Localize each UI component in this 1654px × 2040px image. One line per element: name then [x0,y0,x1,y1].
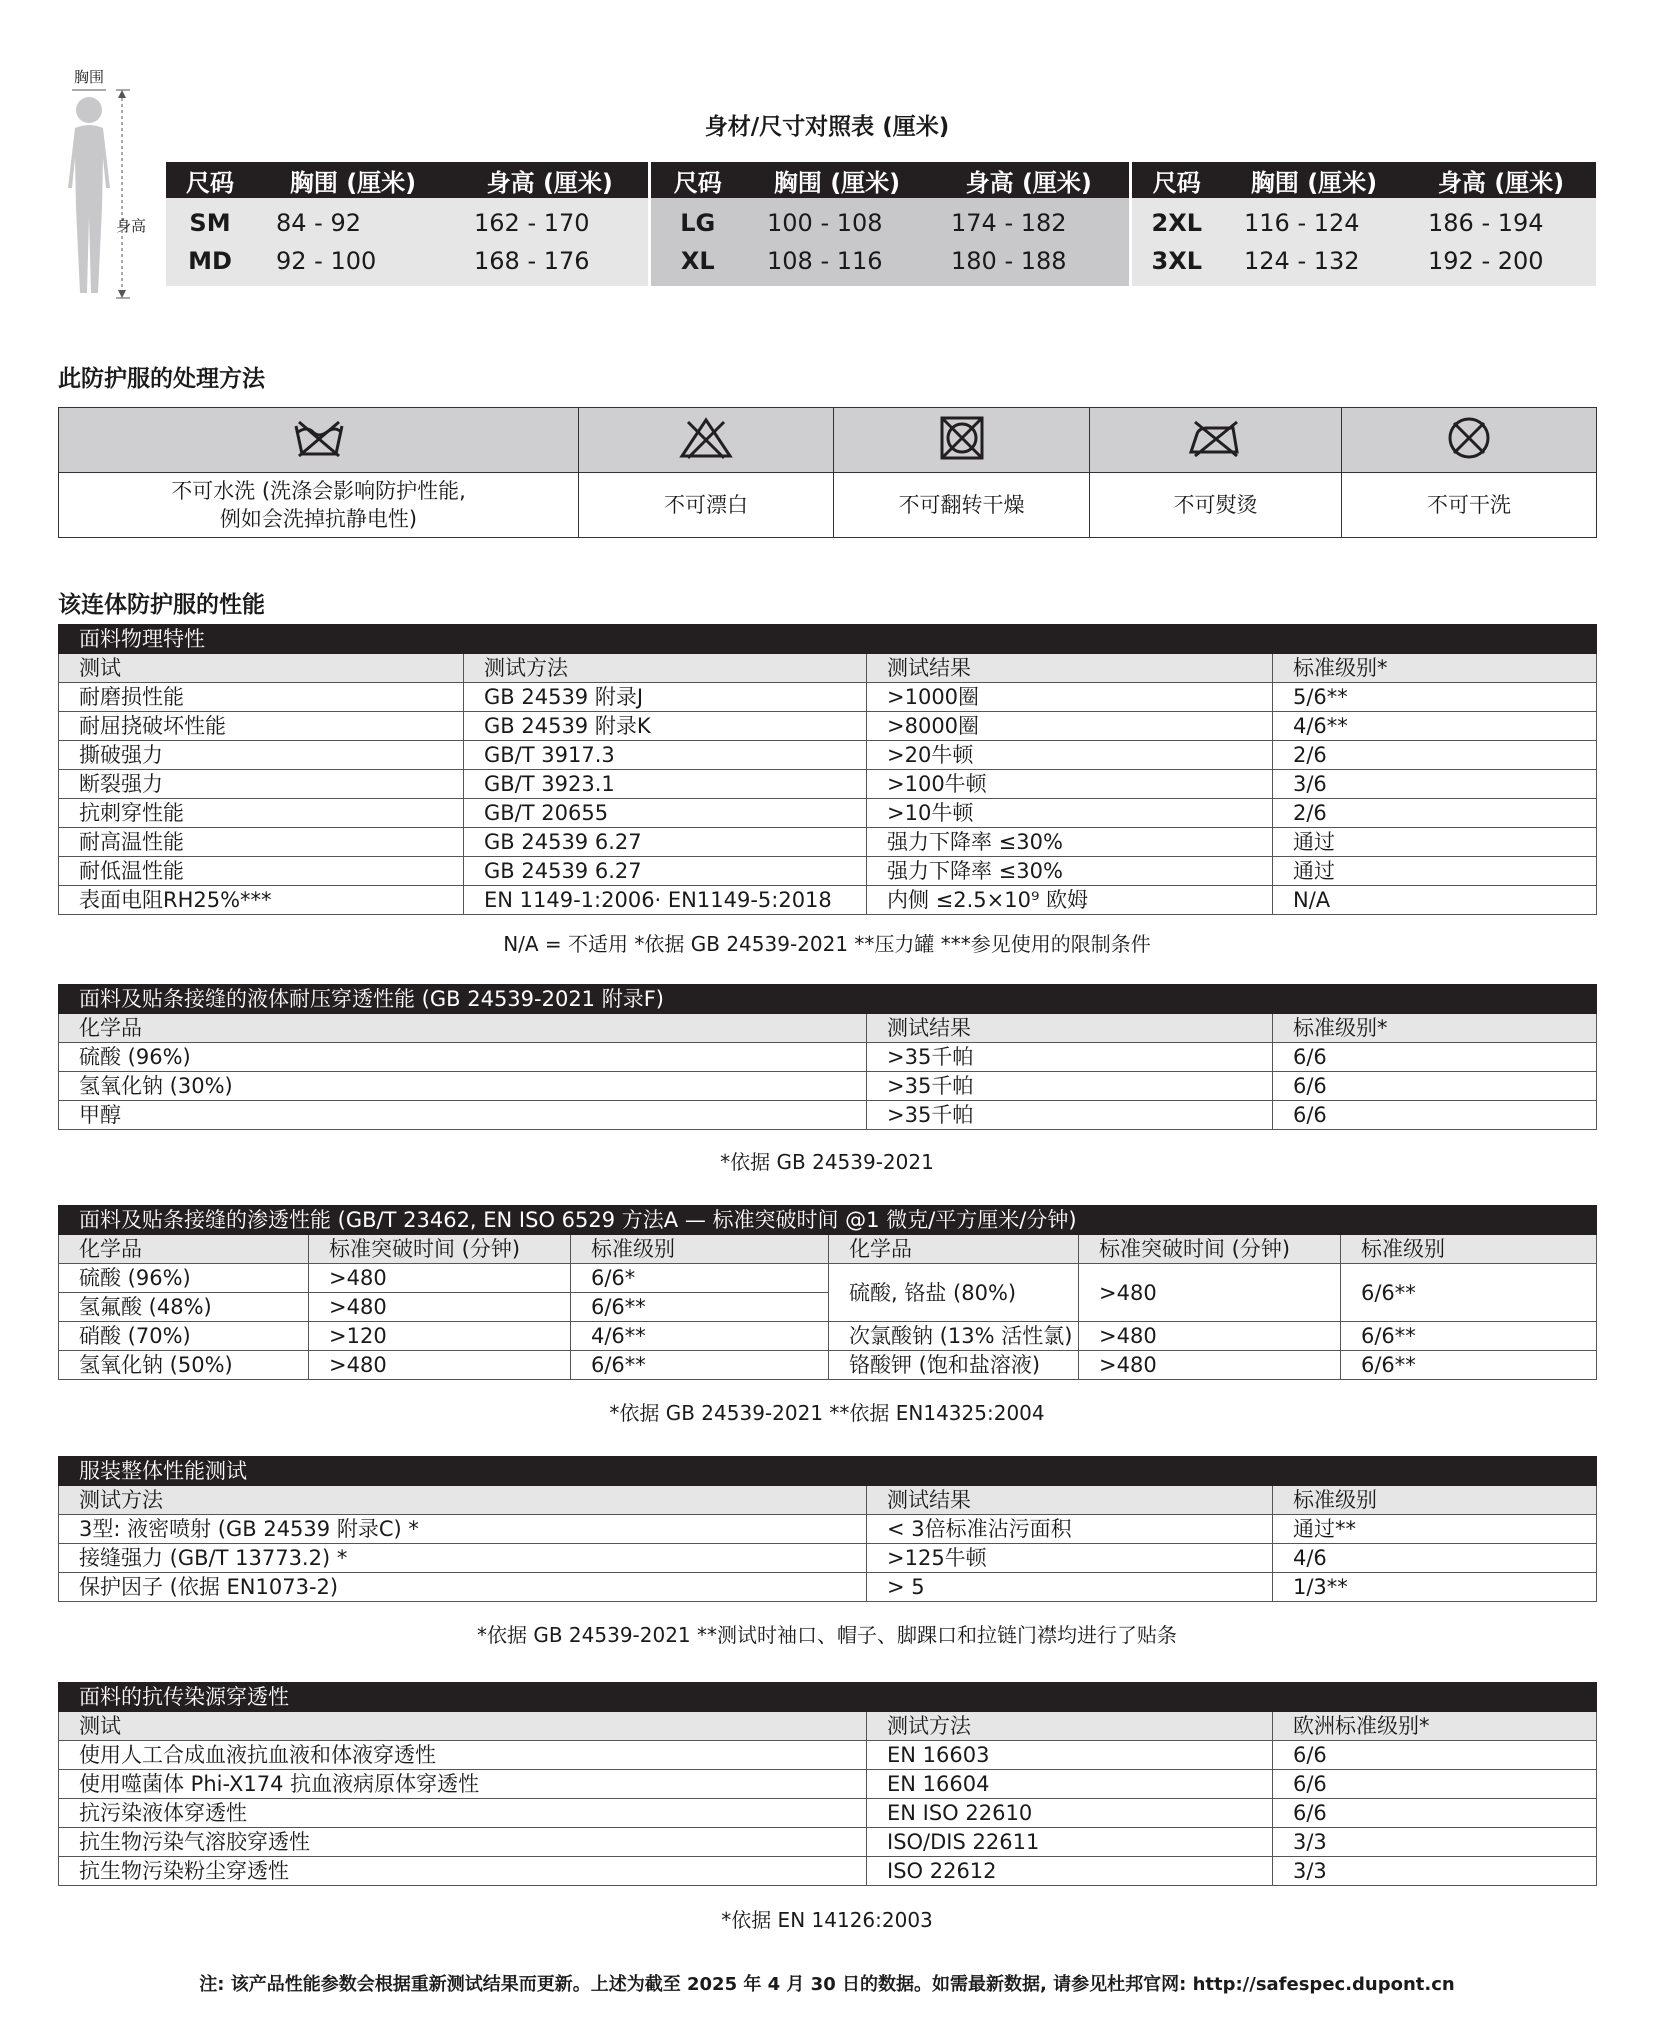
cell: 硝酸 (70%) [59,1322,309,1351]
column-header: 化学品 [59,1014,867,1043]
cell: >100牛顿 [867,770,1273,799]
size-chart-row [166,198,1596,242]
height-cell: 168 - 176 [452,242,649,286]
chest-header: 胸围 (厘米) [254,162,452,198]
size-cell: MD [166,242,254,286]
table-row [59,1072,1597,1101]
cell: 6/6 [1273,1770,1597,1799]
cell: GB/T 20655 [464,799,867,828]
biological-note: *依据 EN 14126:2003 [721,1908,933,1932]
table-title-row [59,1683,1597,1712]
cell: 表面电阻RH25%*** [59,886,464,915]
table-row [59,1043,1597,1072]
cell: 氢氧化钠 (30%) [59,1072,867,1101]
cell: 硫酸 (96%) [59,1043,867,1072]
column-header: 标准级别 [571,1235,829,1264]
cell: 耐高温性能 [59,828,464,857]
care-label: 不可漂白 [579,473,834,538]
cell: 6/6 [1273,1799,1597,1828]
care-icon-cell [59,408,579,473]
cell: >120 [309,1322,571,1351]
column-header: 测试方法 [867,1712,1273,1741]
table-row [59,1322,1597,1351]
care-title: 此防护服的处理方法 [58,366,265,392]
footer-note: 注: 该产品性能参数会根据重新测试结果而更新。上述为截至 2025 年 4 月 30 日的数据。如需最新数据, 请参见杜邦官网: http://safespec.dupont.cn [199,1974,1455,1995]
no-wash-icon [293,418,345,458]
cell: >8000圈 [867,712,1273,741]
permeation-title: 面料及贴条接缝的渗透性能 (GB/T 23462, EN ISO 6529 方法A — 标准突破时间 @1 微克/平方厘米/分钟) [59,1206,1597,1235]
cell: 6/6** [571,1293,829,1322]
no-bleach-icon [678,416,734,460]
cell: >1000圈 [867,683,1273,712]
cell: 通过** [1273,1515,1597,1544]
cell: ISO 22612 [867,1857,1273,1886]
height-label: 身高 [116,217,147,235]
cell: 耐屈挠破坏性能 [59,712,464,741]
garment-note: *依据 GB 24539-2021 **测试时袖口、帽子、脚踝口和拉链门襟均进行了贴条 [476,1623,1178,1647]
no-dry-clean-icon [1445,414,1493,462]
physical-title: 面料物理特性 [59,625,1597,654]
cell: 接缝强力 (GB/T 13773.2) * [59,1544,867,1573]
cell: 通过 [1273,828,1597,857]
height-cell: 162 - 170 [452,198,649,242]
cell: >480 [309,1351,571,1380]
table-row [59,770,1597,799]
care-labels-row [59,473,1597,538]
size-cell: 3XL [1130,242,1222,286]
permeation-note: *依据 GB 24539-2021 **依据 EN14325:2004 [609,1401,1045,1425]
height-header: 身高 (厘米) [1406,162,1596,198]
performance-title: 该连体防护服的性能 [58,592,265,618]
height-cell: 174 - 182 [929,198,1130,242]
cell: 3/3 [1273,1857,1597,1886]
table-row [59,1828,1597,1857]
cell: 氢氟酸 (48%) [59,1293,309,1322]
cell: 6/6 [1273,1741,1597,1770]
table-title-row [59,625,1597,654]
size-cell: XL [649,242,745,286]
pressure-title: 面料及贴条接缝的液体耐压穿透性能 (GB 24539-2021 附录F) [59,985,1597,1014]
chest-header: 胸围 (厘米) [745,162,929,198]
cell: 6/6** [1341,1264,1597,1322]
cell: >35千帕 [867,1043,1273,1072]
table-row [59,857,1597,886]
no-iron-icon [1187,418,1245,458]
cell: 2/6 [1273,741,1597,770]
cell: GB/T 3923.1 [464,770,867,799]
no-tumble-dry-icon [938,414,986,462]
cell: GB 24539 6.27 [464,857,867,886]
pressure-table [58,984,1597,1130]
cell: 6/6 [1273,1101,1597,1130]
chest-label: 胸围 [74,68,105,86]
cell: 撕破强力 [59,741,464,770]
table-row [59,799,1597,828]
cell: 抗生物污染粉尘穿透性 [59,1857,867,1886]
cell: 3型: 液密喷射 (GB 24539 附录C) * [59,1515,867,1544]
column-header: 标准级别* [1273,654,1597,683]
body-measurement-figure [50,60,160,300]
table-row [59,683,1597,712]
cell: >480 [309,1293,571,1322]
cell: 使用噬菌体 Phi-X174 抗血液病原体穿透性 [59,1770,867,1799]
column-header: 标准级别 [1273,1486,1597,1515]
cell: GB 24539 附录J [464,683,867,712]
height-header: 身高 (厘米) [929,162,1130,198]
column-header: 欧洲标准级别* [1273,1712,1597,1741]
cell: 内侧 ≤2.5×10⁹ 欧姆 [867,886,1273,915]
cell: 6/6* [571,1264,829,1293]
cell: 2/6 [1273,799,1597,828]
cell: N/A [1273,886,1597,915]
column-header: 化学品 [59,1235,309,1264]
care-icon-cell [579,408,834,473]
cell: EN ISO 22610 [867,1799,1273,1828]
cell: 硫酸, 铬盐 (80%) [829,1264,1079,1322]
column-header: 标准级别* [1273,1014,1597,1043]
physical-note: N/A = 不适用 *依据 GB 24539-2021 **压力罐 ***参见使用的限制条件 [503,932,1151,956]
table-row [59,1351,1597,1380]
cell: ISO/DIS 22611 [867,1828,1273,1857]
column-header-row [59,1712,1597,1741]
care-label: 不可翻转干燥 [834,473,1090,538]
cell: EN 1149-1:2006· EN1149-5:2018 [464,886,867,915]
cell: 4/6** [1273,712,1597,741]
care-table [58,407,1597,538]
cell: 6/6 [1273,1043,1597,1072]
pressure-note: *依据 GB 24539-2021 [720,1150,934,1174]
chest-cell: 108 - 116 [745,242,929,286]
cell: 5/6** [1273,683,1597,712]
column-header-row [59,654,1597,683]
height-cell: 180 - 188 [929,242,1130,286]
cell: 6/6** [1341,1322,1597,1351]
cell: >480 [1079,1351,1341,1380]
table-row [59,1770,1597,1799]
cell: 强力下降率 ≤30% [867,828,1273,857]
cell: >480 [309,1264,571,1293]
column-header-row [59,1014,1597,1043]
care-icon-cell [1090,408,1342,473]
column-header: 标准级别 [1341,1235,1597,1264]
care-icons-row [59,408,1597,473]
cell: 抗刺穿性能 [59,799,464,828]
cell: 断裂强力 [59,770,464,799]
size-cell: 2XL [1130,198,1222,242]
cell: 保护因子 (依据 EN1073-2) [59,1573,867,1602]
table-row [59,1515,1597,1544]
table-row [59,1544,1597,1573]
cell: 4/6** [571,1322,829,1351]
cell: >480 [1079,1322,1341,1351]
cell: 氢氧化钠 (50%) [59,1351,309,1380]
cell: 抗污染液体穿透性 [59,1799,867,1828]
column-header: 测试方法 [59,1486,867,1515]
size-cell: LG [649,198,745,242]
biological-table [58,1682,1597,1886]
cell: 4/6 [1273,1544,1597,1573]
size-chart-title: 身材/尺寸对照表 (厘米) [704,114,950,140]
cell: 使用人工合成血液抗血液和体液穿透性 [59,1741,867,1770]
column-header: 测试 [59,1712,867,1741]
cell: >20牛顿 [867,741,1273,770]
cell: 3/6 [1273,770,1597,799]
cell: GB 24539 附录K [464,712,867,741]
column-header: 测试方法 [464,654,867,683]
cell: 铬酸钾 (饱和盐溶液) [829,1351,1079,1380]
column-header: 测试 [59,654,464,683]
cell: >35千帕 [867,1072,1273,1101]
chest-cell: 116 - 124 [1222,198,1406,242]
cell: EN 16603 [867,1741,1273,1770]
table-title-row [59,1457,1597,1486]
column-header: 测试结果 [867,1014,1273,1043]
care-label: 不可干洗 [1342,473,1597,538]
care-icon-cell [834,408,1090,473]
cell: > 5 [867,1573,1273,1602]
column-header: 标准突破时间 (分钟) [309,1235,571,1264]
cell: 次氯酸钠 (13% 活性氯) [829,1322,1079,1351]
cell: 抗生物污染气溶胶穿透性 [59,1828,867,1857]
size-chart-row [166,242,1596,286]
chest-cell: 100 - 108 [745,198,929,242]
cell: GB/T 3917.3 [464,741,867,770]
chest-cell: 124 - 132 [1222,242,1406,286]
table-row [59,1799,1597,1828]
column-header-row [59,1235,1597,1264]
cell: 甲醇 [59,1101,867,1130]
cell: EN 16604 [867,1770,1273,1799]
table-row [59,886,1597,915]
height-header: 身高 (厘米) [452,162,649,198]
table-title-row [59,985,1597,1014]
permeation-table [58,1205,1597,1380]
garment-table [58,1456,1597,1602]
cell: 耐低温性能 [59,857,464,886]
size-chart-table [166,162,1596,286]
cell: >10牛顿 [867,799,1273,828]
cell: 6/6** [1341,1351,1597,1380]
column-header-row [59,1486,1597,1515]
chest-cell: 84 - 92 [254,198,452,242]
size-cell: SM [166,198,254,242]
cell: >480 [1079,1264,1341,1322]
column-header: 测试结果 [867,1486,1273,1515]
column-header: 测试结果 [867,654,1273,683]
cell: >35千帕 [867,1101,1273,1130]
cell: 1/3** [1273,1573,1597,1602]
cell: 硫酸 (96%) [59,1264,309,1293]
cell: 耐磨损性能 [59,683,464,712]
table-row [59,1573,1597,1602]
table-row [59,1264,1597,1293]
care-label: 不可水洗 (洗涤会影响防护性能, 例如会洗掉抗静电性) [59,473,579,538]
cell: < 3倍标准沾污面积 [867,1515,1273,1544]
chest-header: 胸围 (厘米) [1222,162,1406,198]
care-icon-cell [1342,408,1597,473]
column-header: 化学品 [829,1235,1079,1264]
care-label: 不可熨烫 [1090,473,1342,538]
cell: >125牛顿 [867,1544,1273,1573]
table-title-row [59,1206,1597,1235]
height-cell: 192 - 200 [1406,242,1596,286]
cell: GB 24539 6.27 [464,828,867,857]
table-row [59,741,1597,770]
size-header: 尺码 [1130,162,1222,198]
size-header: 尺码 [649,162,745,198]
table-row [59,1741,1597,1770]
cell: 强力下降率 ≤30% [867,857,1273,886]
table-row [59,1857,1597,1886]
garment-title: 服装整体性能测试 [59,1457,1597,1486]
size-chart-header-row [166,162,1596,198]
size-header: 尺码 [166,162,254,198]
table-row [59,712,1597,741]
cell: 通过 [1273,857,1597,886]
cell: 6/6 [1273,1072,1597,1101]
column-header: 标准突破时间 (分钟) [1079,1235,1341,1264]
chest-cell: 92 - 100 [254,242,452,286]
height-cell: 186 - 194 [1406,198,1596,242]
table-row [59,828,1597,857]
cell: 6/6** [571,1351,829,1380]
biological-title: 面料的抗传染源穿透性 [59,1683,1597,1712]
physical-table [58,624,1597,915]
cell: 3/3 [1273,1828,1597,1857]
table-row [59,1101,1597,1130]
